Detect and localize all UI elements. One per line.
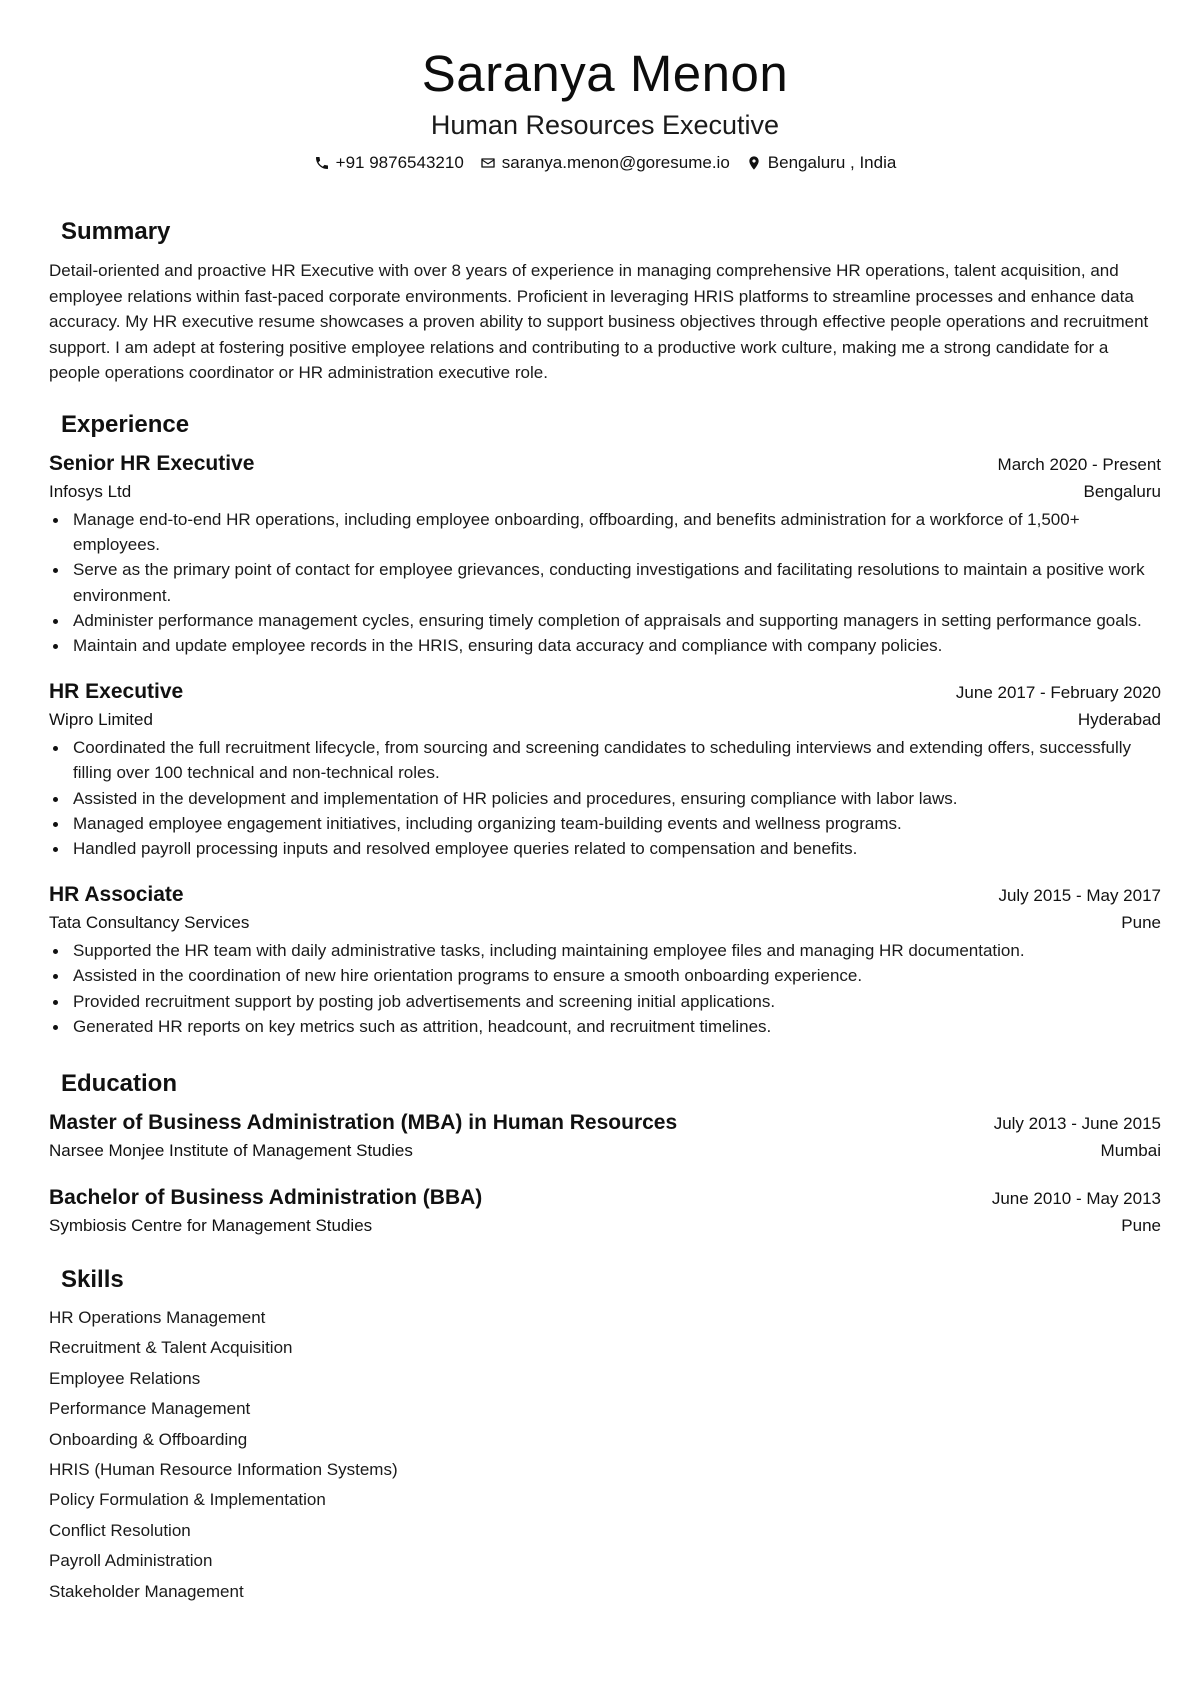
phone-text: +91 9876543210 xyxy=(335,153,464,172)
school-location: Pune xyxy=(1121,1216,1161,1236)
school-location: Mumbai xyxy=(1100,1141,1161,1161)
company-name: Wipro Limited xyxy=(49,710,153,730)
bullet-item: Handled payroll processing inputs and resolved employee queries related to compensation and benefits. xyxy=(49,836,1161,861)
skill-item: Employee Relations xyxy=(49,1368,201,1388)
resume-header xyxy=(49,44,1161,174)
job-location: Pune xyxy=(1121,913,1161,933)
skill-item: Onboarding & Offboarding xyxy=(49,1429,248,1449)
summary-heading: Summary xyxy=(61,218,171,245)
skill-item: Conflict Resolution xyxy=(49,1520,191,1540)
education-entry xyxy=(49,1109,1161,1164)
school-name: Narsee Monjee Institute of Management Studies xyxy=(49,1141,413,1161)
job-title: HR Executive xyxy=(49,680,184,704)
job-title: HR Associate xyxy=(49,883,184,907)
bullet-item: Generated HR reports on key metrics such as attrition, headcount, and recruitment timelines. xyxy=(49,1014,1161,1039)
phone-icon xyxy=(314,155,330,171)
candidate-name: Saranya Menon xyxy=(421,45,789,102)
job-location: Hyderabad xyxy=(1077,710,1161,730)
experience-section xyxy=(49,410,1161,1039)
education-dates: July 2013 - June 2015 xyxy=(993,1114,1161,1134)
job-dates: March 2020 - Present xyxy=(997,454,1161,474)
contact-bar xyxy=(49,152,1161,174)
mail-icon xyxy=(480,155,496,171)
bullet-item: Coordinated the full recruitment lifecycle, from sourcing and screening candidates to scheduling interviews and extending offers, successfully filling over 100 technical and non-technical roles. xyxy=(49,735,1161,785)
job-bullets xyxy=(49,507,1161,658)
location-pin-icon xyxy=(746,155,762,171)
summary-section xyxy=(49,217,1161,386)
email-text: saranya.menon@goresume.io xyxy=(501,153,730,172)
school-name: Symbiosis Centre for Management Studies xyxy=(49,1216,373,1236)
job-dates: July 2015 - May 2017 xyxy=(998,886,1161,906)
education-section xyxy=(49,1069,1161,1239)
skill-item: Policy Formulation & Implementation xyxy=(49,1490,326,1510)
education-dates: June 2010 - May 2013 xyxy=(991,1189,1161,1209)
contact-phone[interactable] xyxy=(314,152,464,174)
job-location: Bengaluru xyxy=(1083,481,1161,501)
degree-title: Master of Business Administration (MBA) in Human Resources xyxy=(49,1111,678,1135)
candidate-role: Human Resources Executive xyxy=(430,110,780,140)
bullet-item: Serve as the primary point of contact for employee grievances, conducting investigations and facilitating resolutions to maintain a positive work environment. xyxy=(49,557,1161,607)
skill-item: HRIS (Human Resource Information Systems) xyxy=(49,1460,398,1480)
degree-title: Bachelor of Business Administration (BBA) xyxy=(49,1186,483,1210)
bullet-item: Assisted in the coordination of new hire orientation programs to ensure a smooth onboarding experience. xyxy=(49,963,1161,988)
contact-location xyxy=(746,152,897,174)
location-text: Bengaluru , India xyxy=(767,153,897,172)
job-bullets xyxy=(49,735,1161,861)
education-heading: Education xyxy=(61,1070,178,1098)
bullet-item: Maintain and update employee records in the HRIS, ensuring data accuracy and compliance with company policies. xyxy=(49,633,1161,658)
experience-heading: Experience xyxy=(61,410,190,438)
skill-item: Stakeholder Management xyxy=(49,1581,244,1601)
summary-text: Detail-oriented and proactive HR Executive with over 8 years of experience in managing comprehensive HR operations, talent acquisition, and employee relations within fast-paced corporate environments. Proficient in leveraging HRIS platforms to streamline processes and enhance data accuracy. My HR executive resume showcases a proven ability to support business objectives through effective people operations and recruitment support. I am adept at fostering positive employee relations and contributing to a productive work culture, making me a strong candidate for a people operations coordinator or HR administration executive role. xyxy=(49,261,1149,383)
experience-entry xyxy=(49,881,1161,1039)
skills-section xyxy=(49,1265,1161,1607)
job-bullets xyxy=(49,938,1161,1039)
skills-list xyxy=(49,1303,1161,1607)
skill-item: Payroll Administration xyxy=(49,1551,213,1571)
job-dates: June 2017 - February 2020 xyxy=(955,683,1161,703)
bullet-item: Provided recruitment support by posting job advertisements and screening initial applications. xyxy=(49,989,1161,1014)
bullet-item: Assisted in the development and implementation of HR policies and procedures, ensuring compliance with labor laws. xyxy=(49,786,1161,811)
skills-heading: Skills xyxy=(61,1266,124,1294)
skill-item: Performance Management xyxy=(49,1399,251,1419)
bullet-item: Supported the HR team with daily administrative tasks, including maintaining employee files and managing HR documentation. xyxy=(49,938,1161,963)
education-entry xyxy=(49,1184,1161,1239)
resume-page xyxy=(49,0,1161,1607)
bullet-item: Managed employee engagement initiatives, including organizing team-building events and wellness programs. xyxy=(49,811,1161,836)
experience-entry xyxy=(49,450,1161,658)
experience-entry xyxy=(49,678,1161,861)
skill-item: Recruitment & Talent Acquisition xyxy=(49,1338,293,1358)
skill-item: HR Operations Management xyxy=(49,1308,266,1328)
bullet-item: Manage end-to-end HR operations, including employee onboarding, offboarding, and benefits administration for a workforce of 1,500+ employees. xyxy=(49,507,1161,557)
bullet-item: Administer performance management cycles, ensuring timely completion of appraisals and supporting managers in setting performance goals. xyxy=(49,608,1161,633)
company-name: Infosys Ltd xyxy=(49,481,132,501)
job-title: Senior HR Executive xyxy=(49,451,255,475)
contact-email[interactable] xyxy=(480,152,730,174)
company-name: Tata Consultancy Services xyxy=(49,913,250,933)
